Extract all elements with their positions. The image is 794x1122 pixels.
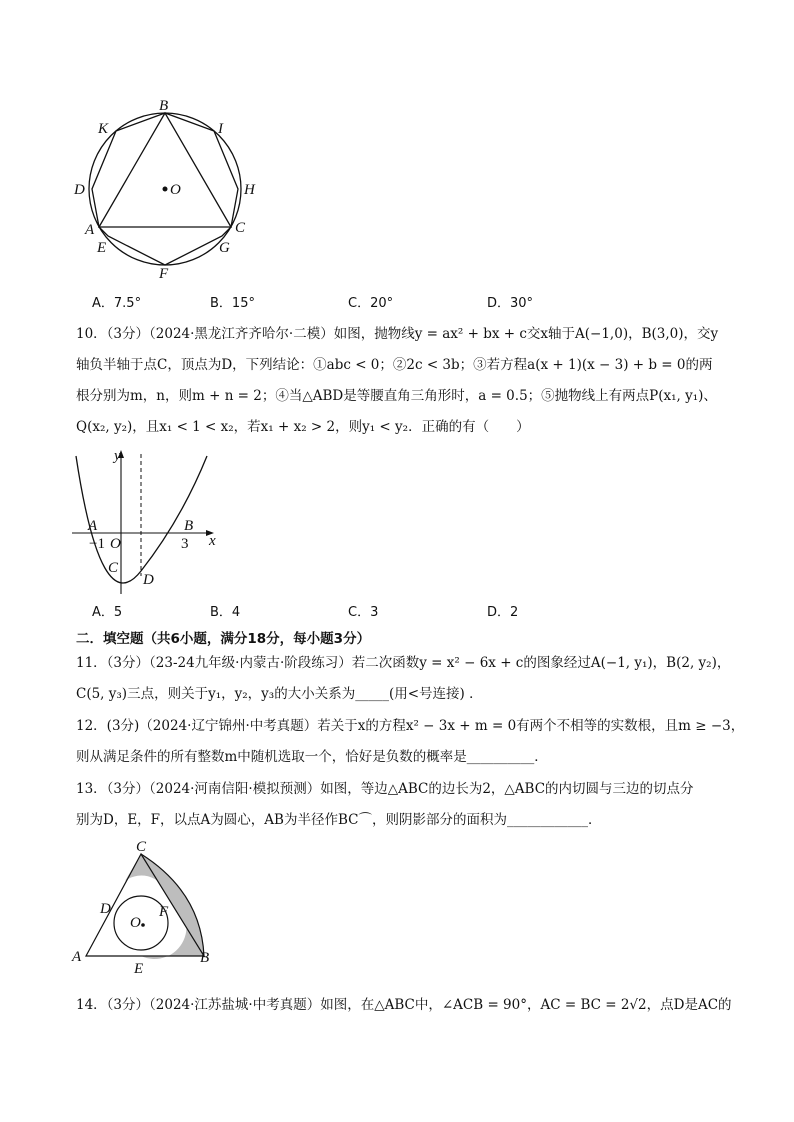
q10-line-2: 轴负半轴于点C，顶点为D，下列结论：①abc < 0；②2c < 3b；③若方程a(x + 1)(x − 3) + b = 0的两 bbox=[76, 357, 713, 373]
label-C: C bbox=[136, 840, 147, 855]
label-y: y bbox=[114, 448, 121, 464]
q10-option-d: D．2 bbox=[487, 605, 519, 620]
section-fill-in-heading: 二．填空题（共6小题，满分18分，每小题3分） bbox=[76, 631, 371, 647]
figure-triangle-incircle bbox=[66, 840, 226, 978]
center-point-o bbox=[163, 187, 168, 192]
label-B: B bbox=[200, 950, 210, 966]
q11-line-1: 11．（3分）（23-24九年级·内蒙古·阶段练习）若二次函数y = x² − 6x + c的图象经过A(−1, y₁)，B(2, y₂)， bbox=[76, 655, 731, 671]
incircle-center bbox=[141, 923, 145, 927]
q9-option-c: C．20° bbox=[348, 296, 394, 311]
q10-line-1: 10．（3分）（2024·黑龙江齐齐哈尔·二模）如图，抛物线y = ax² + bx + c交x轴于A(−1,0)，B(3,0)，交y bbox=[76, 326, 719, 342]
q12-line-1: 12．(3分)（2024·辽宁锦州·中考真题）若关于x的方程x² − 3x + m = 0有两个不相等的实数根，且m ≥ −3， bbox=[76, 718, 745, 734]
figure-circle-triangle bbox=[70, 98, 270, 278]
q10-option-b: B．4 bbox=[210, 605, 241, 620]
q10-line-3: 根分别为m，n，则m + n = 2；④当△ABD是等腰直角三角形时，a = 0.5；⑤抛物线上有两点P(x₁, y₁)、 bbox=[76, 388, 717, 404]
label-D: D bbox=[143, 572, 154, 588]
label-A: A bbox=[88, 518, 98, 534]
label-F: F bbox=[159, 904, 169, 920]
label-O: O bbox=[130, 915, 141, 931]
label-O: O bbox=[110, 536, 121, 552]
label-H: H bbox=[244, 182, 255, 198]
label-A: A bbox=[85, 222, 95, 238]
label-x: x bbox=[209, 533, 216, 549]
label-B: B bbox=[159, 98, 169, 114]
q13-line-2: 别为D，E，F，以点A为圆心，AB为半径作BC⌒，则阴影部分的面积为____________． bbox=[76, 812, 602, 828]
q12-line-2: 则从满足条件的所有整数m中随机选取一个，恰好是负数的概率是__________． bbox=[76, 749, 548, 765]
q9-option-a: A．7.5° bbox=[92, 296, 142, 311]
q11-line-2: C(5, y₃)三点，则关于y₁，y₂，y₃的大小关系为_____(用<号连接) ． bbox=[76, 686, 483, 702]
label-G: G bbox=[219, 240, 230, 256]
q13-line-1: 13．（3分）（2024·河南信阳·模拟预测）如图，等边△ABC的边长为2，△ABC的内切圆与三边的切点分 bbox=[76, 781, 694, 797]
label-3: 3 bbox=[181, 536, 189, 552]
label-D: D bbox=[100, 901, 111, 917]
label-E: E bbox=[97, 240, 107, 256]
label-C: C bbox=[108, 560, 119, 576]
label-I: I bbox=[218, 121, 223, 137]
label-E: E bbox=[134, 961, 144, 977]
q9-option-d: D．30° bbox=[487, 296, 534, 311]
figure-parabola bbox=[68, 448, 228, 596]
q10-line-4: Q(x₂, y₂)，且x₁ < 1 < x₂，若x₁ + x₂ > 2，则y₁ < y₂．正确的有（ ） bbox=[76, 419, 530, 435]
label-neg1: −1 bbox=[89, 536, 105, 552]
q14-line-1: 14．（3分）（2024·江苏盐城·中考真题）如图，在△ABC中，∠ACB = 90°，AC = BC = 2√2，点D是AC的 bbox=[76, 997, 732, 1013]
q9-option-b: B．15° bbox=[210, 296, 255, 311]
q10-option-c: C．3 bbox=[348, 605, 379, 620]
q10-option-a: A．5 bbox=[92, 605, 123, 620]
label-D: D bbox=[74, 182, 85, 198]
label-F: F bbox=[159, 266, 169, 278]
label-A: A bbox=[72, 949, 82, 965]
label-O: O bbox=[170, 182, 181, 198]
label-C: C bbox=[235, 220, 246, 236]
label-B: B bbox=[184, 518, 194, 534]
label-K: K bbox=[98, 121, 109, 137]
